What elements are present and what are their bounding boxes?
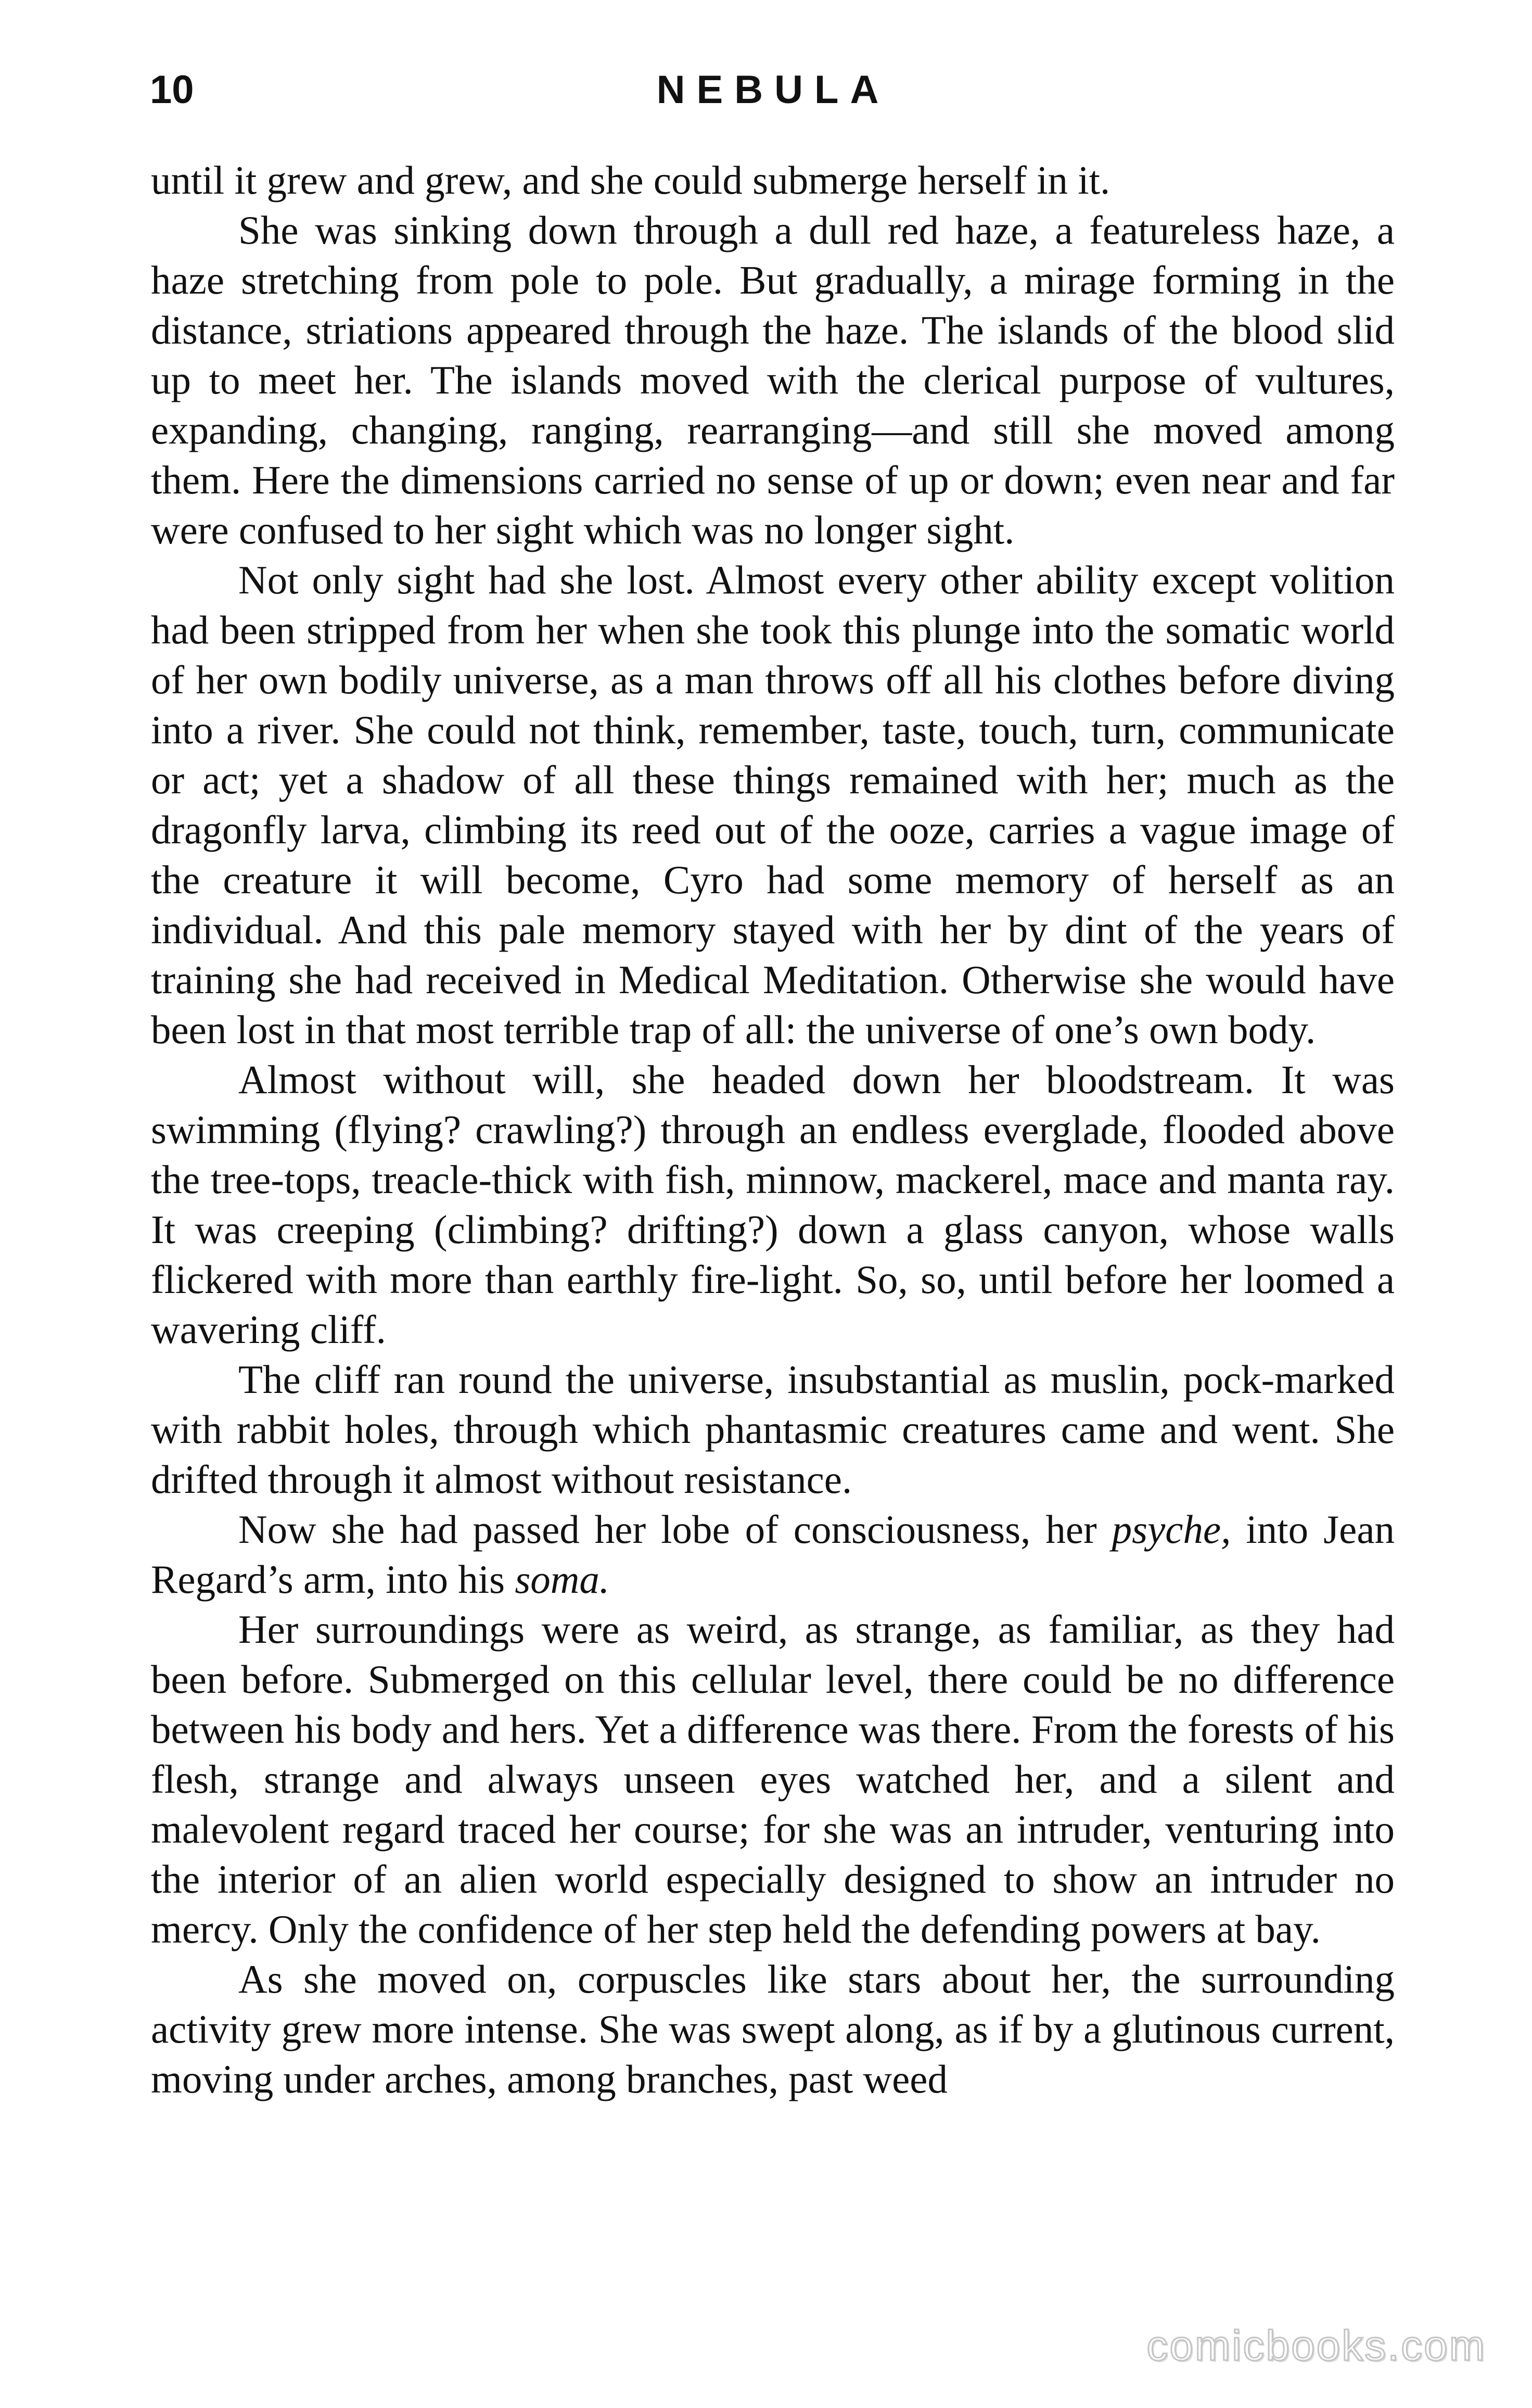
paragraph: Her surroundings were as weird, as strange, as familiar, as they had been before. Submerged on this cellular level, there could be no difference between his body and hers. Yet a difference was there. From the forests of his flesh, strange and always unseen eyes watched her, and a silent and malevolent regard traced her course; for she was an intruder, venturing into the interior of an alien world especially designed to show an intruder no mercy. Only the confidence of her step held the defending powers at bay. — [151, 1607, 1395, 1951]
paragraph: She was sinking down through a dull red haze, a featureless haze, a haze stretching from pole to pole. But gradually, a mirage forming in the distance, striations appeared through the haze. The islands of the blood slid up to meet her. The islands moved with the clerical purpose of vultures, expanding, changing, ranging, rearranging—and still she moved among them. Here the dimensions carried no sense of up or down; even near and far were confused to her sight which was no longer sight. — [151, 208, 1395, 552]
italic-soma: soma. — [515, 1557, 610, 1602]
paragraph-continued: until it grew and grew, and she could submerge herself in it. — [151, 158, 1110, 202]
watermark: comicbooks.com — [1146, 2322, 1486, 2369]
text-run: into Jean Regard’s arm, into his — [151, 1507, 1395, 1602]
running-head — [150, 61, 1397, 119]
paragraph-with-italics — [151, 1504, 1395, 1604]
paragraph: The cliff ran round the universe, insubstantial as muslin, pock-marked with rabbit holes, through which phantasmic creatures came and went. She drifted through it almost without resistance. — [151, 1357, 1395, 1502]
text-run: Now she had passed her lobe of consciousness, her — [238, 1507, 1112, 1552]
page-number: 10 — [150, 68, 194, 112]
body-text — [151, 155, 1395, 2104]
paragraph: As she moved on, corpuscles like stars about her, the surrounding activity grew more intense. She was swept along, as if by a glutinous current, moving under arches, among branches, past weed — [151, 1957, 1395, 2101]
book-title: NEBULA — [656, 68, 890, 112]
italic-psyche: psyche, — [1112, 1507, 1231, 1552]
paragraph: Almost without will, she headed down her bloodstream. It was swimming (flying? crawling?) through an endless everglade, flooded above the tree-tops, treacle-thick with fish, minnow, mackerel, mace and manta ray. It was creeping (climbing? drifting?) down a glass canyon, whose walls flickered with more than earthly fire-light. So, so, until before her loomed a wavering cliff. — [151, 1057, 1395, 1352]
paragraph: Not only sight had she lost. Almost every other ability except volition had been stripped from her when she took this plunge into the somatic world of her own bodily universe, as a man throws off all his clothes before diving into a river. She could not think, remember, taste, touch, turn, communicate or act; yet a shadow of all these things remained with her; much as the dragonfly larva, climbing its reed out of the ooze, carries a vague image of the creature it will become, Cyro had some memory of herself as an individual. And this pale memory stayed with her by dint of the years of training she had received in Medical Meditation. Otherwise she would have been lost in that most terrible trap of all: the universe of one’s own body. — [151, 557, 1395, 1052]
